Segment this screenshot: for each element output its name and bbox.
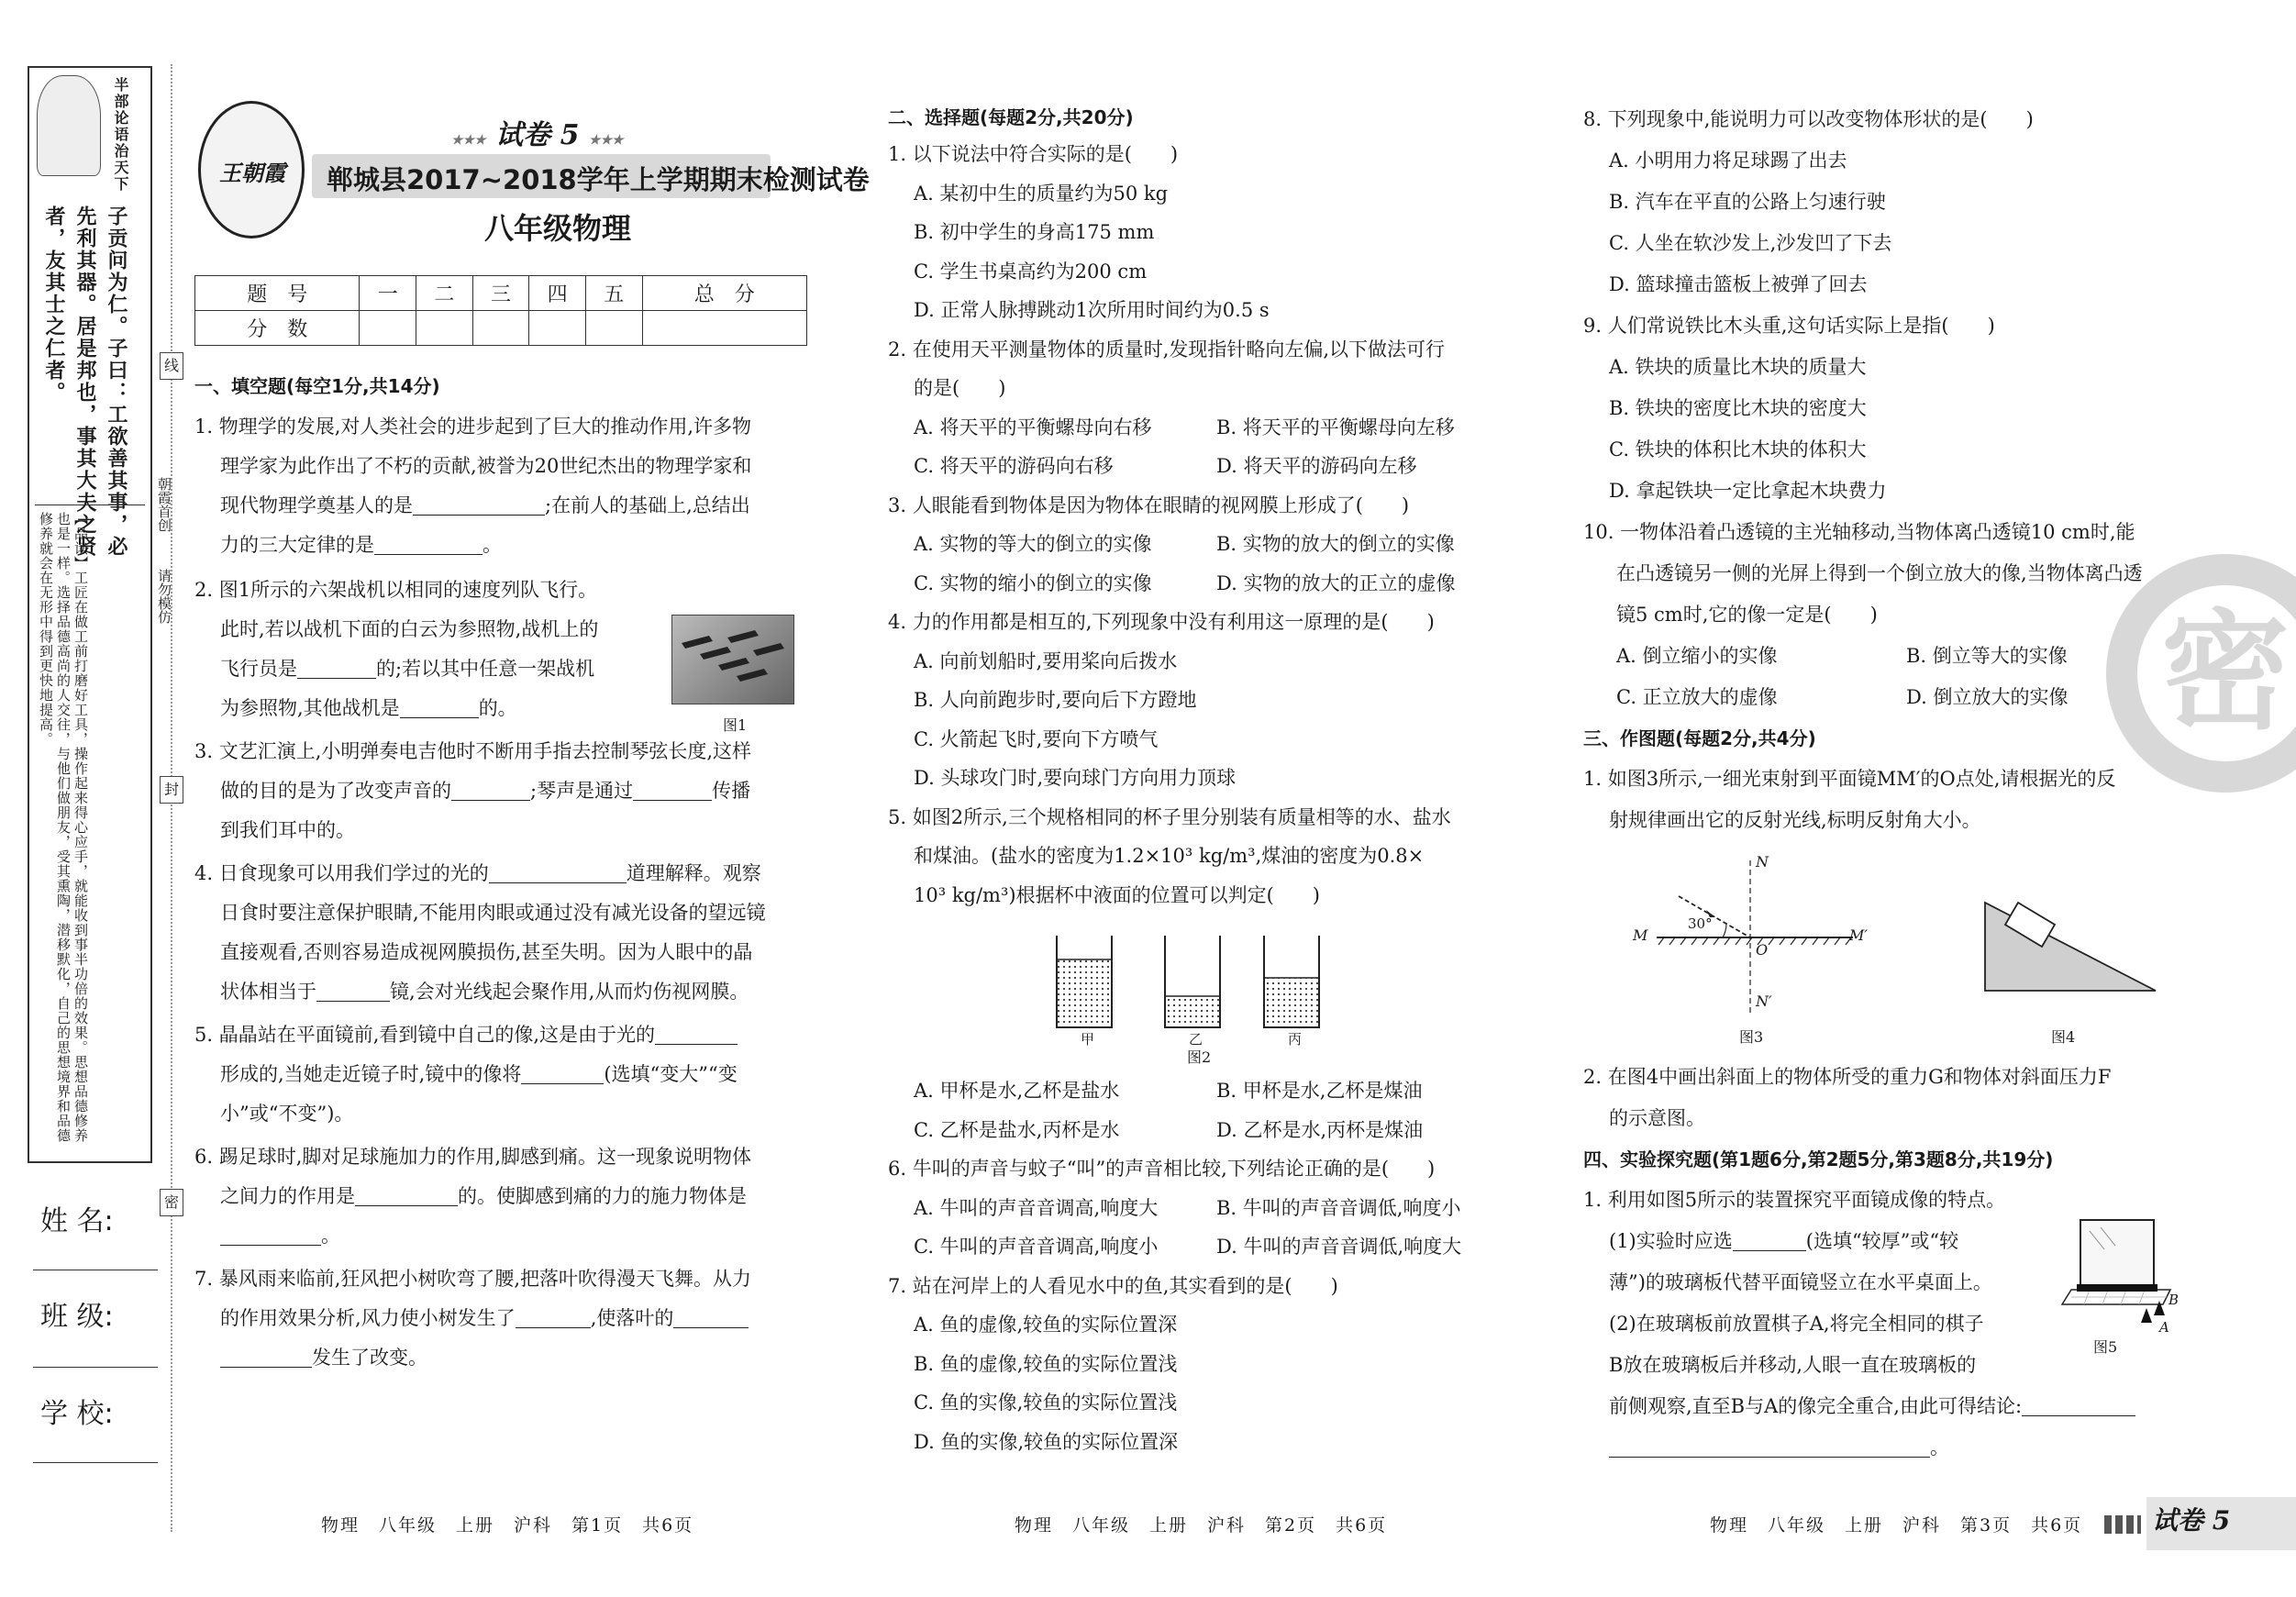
answer-blank[interactable] [413,494,545,516]
answer-blank[interactable] [1733,1229,1806,1251]
chess-piece-a [2141,1308,2152,1323]
figure-4-caption: 图4 [2051,1028,2076,1046]
paper-label: 试卷 [495,119,551,151]
publisher-logo [198,101,305,238]
figure-2-caption: 图2 [1187,1048,1212,1066]
choice-option[interactable]: B. 牛叫的声音音调低,响度小 [1216,1196,1461,1219]
question-3: 3. 文艺汇演上,小明弹奏电吉他时不断用手指去控制琴弦长度,这样 做的目的是为了改变声音的 ;琴声是通过 传播 到我们耳中的。 [194,740,752,841]
figure-4-incline [1981,881,2165,1000]
choice-option[interactable]: B. 鱼的虚像,较鱼的实际位置浅 [914,1352,1178,1375]
side-text-2: 请勿模仿 [156,569,172,624]
label-n: N [1756,853,1769,871]
score-header-cell: 二 [416,276,473,311]
choice-option[interactable]: A. 鱼的虚像,较鱼的实际位置深 [914,1314,1178,1336]
choice-option[interactable]: A. 某初中生的质量约为50 kg [914,182,1169,205]
choice-option[interactable]: C. 学生书桌高约为200 cm [914,260,1148,283]
score-cell[interactable] [360,311,416,346]
cup-label-yi: 乙 [1189,1031,1203,1048]
choice-option[interactable]: B. 初中学生的身高175 mm [914,221,1155,243]
choice-question-4: 4. 力的作用都是相互的,下列现象中没有利用这一原理的是( ) A. 向前划船时,要用桨向后拨水 B. 人向前跑步时,要向后下方蹬地 C. 火箭起飞时,要向下方喷气 D. 头球攻门时,要向球门方向用力顶球 [888,603,1512,798]
choice-option[interactable]: D. 将天平的游码向左移 [1216,455,1417,477]
choice-option[interactable]: B. 倒立等大的实像 [1906,645,2068,667]
choice-option[interactable]: A. 甲杯是水,乙杯是盐水 [914,1080,1120,1102]
sidebar-pindu: 【品读】工匠在做工前打磨好工具，操作起来得心应手，就能收到事半功倍的效果。思想品德修养也是一样。选择品德高尚的人交往，与他们做朋友，受其熏陶，潜移默化，自己的思想境界和品德修养就会在无形中得到更快地提高。 [38,512,89,1143]
choice-option[interactable]: A. 小明用力将足球踢了出去 [1609,150,1847,172]
figure-1-caption: 图1 [723,716,748,734]
class-label: 班 级: [40,1301,114,1333]
answer-blank[interactable] [400,696,479,718]
score-header-cell: 三 [472,276,529,311]
label-angle: 30° [1688,915,1713,932]
cut-mark-line: 线 [160,352,183,380]
score-cell[interactable] [529,311,586,346]
answer-blank[interactable] [516,1306,591,1328]
piece-label-b: B [2168,1292,2180,1308]
answer-blank[interactable] [1609,1436,1930,1458]
answer-blank[interactable] [673,1306,749,1328]
choice-option[interactable]: C. 火箭起飞时,要向下方喷气 [914,727,1159,750]
choice-option[interactable]: D. 乙杯是水,丙杯是煤油 [1216,1118,1424,1141]
star-decoration-left: ★★★ [451,133,486,148]
star-decoration-right: ★★★ [588,133,624,148]
column-3 [1583,99,2207,841]
choice-option[interactable]: A. 将天平的平衡螺母向右移 [914,416,1152,438]
question-6: 6. 踢足球时,脚对足球施加力的作用,脚感到痛。这一现象说明物体 之间力的作用是 的。使脚感到痛的力的施力物体是 。 [194,1146,752,1247]
choice-option[interactable]: A. 实物的等大的倒立的实像 [914,533,1152,555]
cut-mark-secret: 密 [160,1189,183,1216]
footer-paper-tag: 试卷 5 [2152,1505,2231,1536]
score-header-cell: 五 [585,276,642,311]
cut-mark-seal: 封 [160,776,183,804]
liquid-jia [1058,959,1111,1026]
choice-question-3: 3. 人眼能看到物体是因为物体在眼睛的视网膜上形成了( ) A. 实物的等大的倒立的实像 B. 实物的放大的倒立的实像 C. 实物的缩小的倒立的实像 D. 实物的放大的正立的虚像 [888,486,1512,604]
score-header-cell: 四 [529,276,586,311]
side-text-1: 朝霞首创 [156,477,172,532]
choice-question-9: 9. 人们常说铁比木头重,这句话实际上是指( ) A. 铁块的质量比木块的质量大 B. 铁块的密度比木块的密度大 C. 铁块的体积比木块的体积大 D. 拿起铁块一定比拿起木块费力 [1583,305,2207,512]
experiment-question-1: 1. 利用如图5所示的装置探究平面镜成像的特点。 (1)实验时应选 (选填“较厚”或“较 薄”)的玻璃板代替平面镜竖立在水平桌面上。 (2)在玻璃板前放置棋子A,将完全相同的棋子 B放在玻璃板后并移动,人眼一直在玻璃板的 前侧观察,直至B与A的像完全重合,由此可得结论: 。 [1583,1180,2207,1469]
score-cell[interactable] [585,311,642,346]
score-cell[interactable] [416,311,473,346]
choice-question-7: 7. 站在河岸上的人看见水中的鱼,其实看到的是( ) A. 鱼的虚像,较鱼的实际位置深 B. 鱼的虚像,较鱼的实际位置浅 C. 鱼的实像,较鱼的实际位置浅 D. 鱼的实像,较鱼的实际位置深 [888,1267,1512,1462]
choice-option[interactable]: A. 倒立缩小的实像 [1616,645,1778,667]
choice-question-1: 1. 以下说法中符合实际的是( ) A. 某初中生的质量约为50 kg B. 初中学生的身高175 mm C. 学生书桌高约为200 cm D. 正常人脉搏跳动1次所用时间约为0.5 s [888,135,1512,330]
score-row-label: 分 数 [195,311,360,346]
column-2 [888,103,1512,915]
answer-blank[interactable] [355,1184,458,1206]
choice-option[interactable]: C. 人坐在软沙发上,沙发凹了下去 [1609,232,1892,254]
class-field[interactable] [33,1367,158,1368]
question-7: 7. 暴风雨来临前,狂风把小树吹弯了腰,把落叶吹得漫天飞舞。从力 的作用效果分析,风力使小树发生了 ,使落叶的 发生了改变。 [194,1268,752,1369]
answer-blank[interactable] [2022,1394,2135,1416]
choice-option[interactable]: C. 牛叫的声音音调高,响度小 [914,1236,1159,1258]
score-header-cell: 题 号 [195,276,360,311]
drawing-question-2: 2. 在图4中画出斜面上的物体所受的重力G和物体对斜面压力F 的示意图。 [1583,1066,2112,1129]
choice-option[interactable]: B. 人向前跑步时,要向后下方蹬地 [914,689,1197,711]
figure-5-caption: 图5 [2093,1338,2118,1356]
sidebar-header: 半部论语治天下 [112,77,129,193]
name-label: 姓 名: [40,1205,114,1237]
stamp-character: 密 [2160,597,2290,748]
choice-option[interactable]: D. 头球攻门时,要向球门方向用力顶球 [914,767,1237,789]
answer-blank[interactable] [297,657,376,679]
question-5: 5. 晶晶站在平面镜前,看到镜中自己的像,这是由于光的 形成的,当她走近镜子时,镜中的像将 (选填“变大”“变 小”或“不变”)。 [194,1024,738,1125]
answer-blank[interactable] [374,533,482,555]
choice-option[interactable]: B. 铁块的密度比木块的密度大 [1609,397,1867,419]
label-m-prime: M′ [1849,926,1869,944]
choice-option[interactable]: A. 牛叫的声音音调高,响度大 [914,1196,1159,1219]
choice-option[interactable]: D. 鱼的实像,较鱼的实际位置深 [914,1430,1179,1453]
score-header-cell: 一 [360,276,416,311]
score-cell[interactable] [472,311,529,346]
choice-option[interactable]: D. 正常人脉搏跳动1次所用时间约为0.5 s [914,299,1270,321]
choice-option[interactable]: B. 实物的放大的倒立的实像 [1216,533,1455,555]
choice-option[interactable]: D. 实物的放大的正立的虚像 [1216,571,1456,594]
choice-option[interactable]: D. 拿起铁块一定比拿起木块费力 [1609,480,1887,502]
exam-subtitle: 八年级物理 [484,211,632,246]
figure-5-mirror-setup [2053,1213,2172,1332]
paper-number-label [451,112,624,152]
choice-option[interactable]: B. 汽车在平直的公路上匀速行驶 [1609,191,1886,213]
choice-question-10: 10. 一物体沿着凸透镜的主光轴移动,当物体离凸透镜10 cm时,能 在凸透镜另一侧的光屏上得到一个倒立放大的像,当物体离凸透 镜5 cm时,它的像一定是( ) A. 倒立缩小的实像 B. 倒立等大的实像 C. 正立放大的虚像 D. 倒立放大的实像 [1583,512,2207,718]
score-header-cell: 总 分 [642,276,806,311]
choice-option[interactable]: B. 甲杯是水,乙杯是煤油 [1216,1080,1423,1102]
choice-question-8: 8. 下列现象中,能说明力可以改变物体形状的是( ) A. 小明用力将足球踢了出去 B. 汽车在平直的公路上匀速行驶 C. 人坐在软沙发上,沙发凹了下去 D. 篮球撞击篮板上被弹了回去 [1583,99,2207,305]
piece-label-a: A [2159,1319,2169,1336]
choice-option[interactable]: C. 鱼的实像,较鱼的实际位置浅 [914,1392,1178,1414]
question-2: 2. 图1所示的六架战机以相同的速度列队飞行。 此时,若以战机下面的白云为参照物,战机上的 飞行员是 的;若以其中任意一架战机 为参照物,其他战机是 的。 [194,579,599,719]
liquid-yi [1166,996,1219,1026]
answer-blank[interactable] [655,1023,738,1045]
sidebar-quote: 子贡问为仁。子曰：工欲善其事，必先利其器。居是邦也，事其大夫之贤者，友其士之仁者。 [42,205,128,558]
drawing-question-1: 1. 如图3所示,一细光束射到平面镜MM′的O点处,请根据光的反 射规律画出它的反射光线,标明反射角大小。 [1583,768,2116,831]
answer-blank[interactable] [633,779,712,801]
footer-page-1: 物理 八年级 上册 沪科 第1页 共6页 [321,1515,694,1536]
glass-plate [2080,1220,2154,1286]
question-1: 1. 物理学的发展,对人类社会的进步起到了巨大的推动作用,许多物 理学家为此作出了不朽的贡献,被誉为20世纪杰出的物理学家和 现代物理学奠基人的是 ;在前人的基础上,总结出 力的三大定律的是 。 [194,416,752,556]
choice-option[interactable]: C. 乙杯是盐水,丙杯是水 [914,1118,1120,1141]
choice-option[interactable]: C. 铁块的体积比木块的体积大 [1609,438,1867,460]
choice-question-6: 6. 牛叫的声音与蚊子“叫”的声音相比较,下列结论正确的是( ) A. 牛叫的声音音调高,响度大 B. 牛叫的声音音调低,响度小 C. 牛叫的声音音调高,响度小 D. 牛叫的声音音调低,响度大 [888,1149,1512,1267]
choice-option[interactable]: A. 向前划船时,要用桨向后拨水 [914,649,1178,672]
answer-blank[interactable] [220,1346,312,1368]
choice-option[interactable]: B. 将天平的平衡螺母向左移 [1216,416,1455,438]
choice-question-5: 5. 如图2所示,三个规格相同的杯子里分别装有质量相等的水、盐水 和煤油。(盐水的密度为1.2×10³ kg/m³,煤油的密度为0.8× 10³ kg/m³)根据杯中液面的位置可以判定( ) [888,805,1451,906]
exam-title: 郸城县2017~2018学年上学期期末检测试卷 [327,164,870,195]
answer-blank[interactable] [451,779,530,801]
label-o: O [1756,941,1769,959]
footer-decoration [2104,1515,2141,1534]
label-n-prime: N′ [1756,993,1772,1010]
question-4: 4. 日食现象可以用我们学过的光的 道理解释。观察 日食时要注意保护眼睛,不能用肉眼或通过没有减光设备的望远镜 直接观看,否则容易造成视网膜损伤,甚至失明。因为人眼中的晶 状体相当于 镜,会对光线起会聚作用,从而灼伤视网膜。 [194,862,766,1003]
logo-text: 王朝霞 [219,160,285,186]
jet-formation-illustration [672,616,795,705]
section-drawing-title: 三、作图题(每题2分,共4分) [1583,727,1816,749]
figure-3-caption: 图3 [1739,1028,1764,1046]
choice-option[interactable]: C. 实物的缩小的倒立的实像 [914,571,1152,594]
choice-option[interactable]: D. 牛叫的声音音调低,响度大 [1216,1236,1462,1258]
paper-number: 5 [560,119,580,151]
cup-label-jia: 甲 [1081,1031,1095,1048]
choice-option[interactable]: C. 正立放大的虚像 [1616,686,1778,708]
score-cell[interactable] [642,311,806,346]
choice-option[interactable]: A. 铁块的质量比木块的质量大 [1609,356,1867,378]
answer-blank[interactable] [220,1224,321,1246]
column-1 [194,372,818,1378]
figure-1-jets-photo [671,615,794,704]
choice-option[interactable]: D. 倒立放大的实像 [1906,686,2069,708]
glass-base [2077,1284,2157,1292]
answer-blank[interactable] [521,1062,604,1084]
answer-blank[interactable] [316,980,390,1002]
choice-option[interactable]: C. 将天平的游码向右移 [914,455,1114,477]
section-fill-blank-title: 一、填空题(每空1分,共14分) [194,375,440,397]
label-m: M [1633,926,1648,944]
score-table [194,275,807,346]
answer-blank[interactable] [489,861,627,883]
choice-option[interactable]: D. 篮球撞击篮板上被弹了回去 [1609,273,1868,295]
section-choice-title: 二、选择题(每题2分,共20分) [888,106,1134,128]
footer-page-3: 物理 八年级 上册 沪科 第3页 共6页 [1710,1515,2083,1536]
column-2-lower [888,1071,1512,1461]
school-field[interactable] [33,1462,158,1463]
sidebar-motto-box [28,66,152,1163]
school-label: 学 校: [40,1398,114,1430]
choice-question-2: 2. 在使用天平测量物体的质量时,发现指针略向左偏,以下做法可行 的是( ) A. 将天平的平衡螺母向右移 B. 将天平的平衡螺母向左移 C. 将天平的游码向右移 D. 将天平的游码向左移 [888,330,1512,486]
section-experiment-title: 四、实验探究题(第1题6分,第2题5分,第3题8分,共19分) [1583,1148,2054,1170]
liquid-bing [1265,978,1318,1026]
footer-page-2: 物理 八年级 上册 沪科 第2页 共6页 [1015,1515,1388,1536]
confucius-cartoon [37,75,101,176]
cup-label-bing: 丙 [1288,1031,1303,1048]
